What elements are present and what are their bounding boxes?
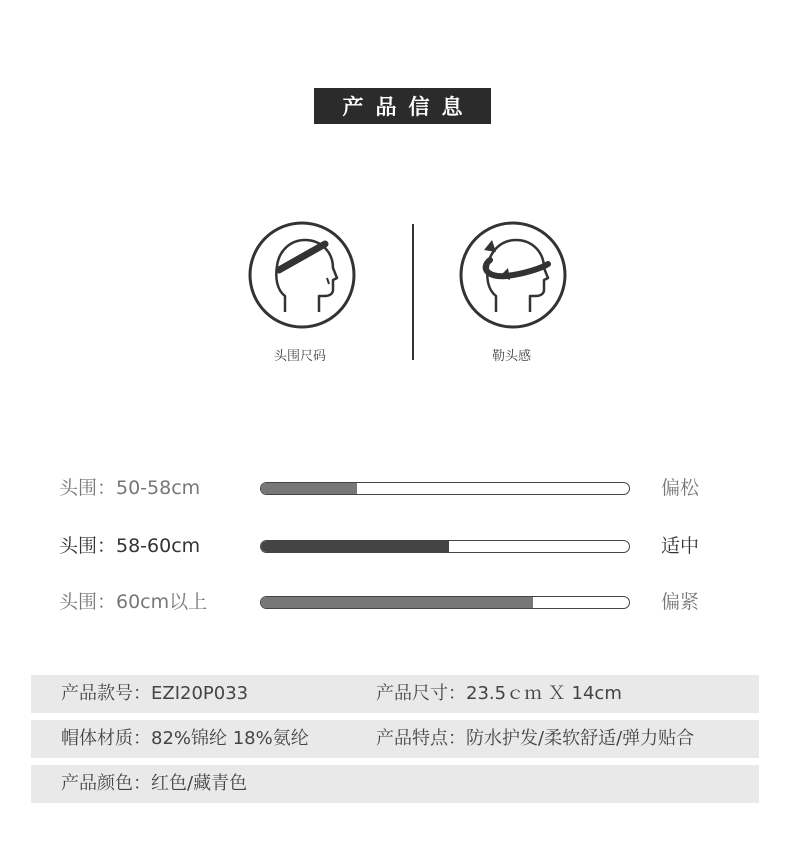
section-title: 产品信息 (314, 88, 491, 124)
fit-bar-fill (261, 541, 449, 552)
fit-bar (260, 596, 630, 609)
fit-bar (260, 540, 630, 553)
size-row-label: 头围：60cm以上 (59, 591, 208, 613)
size-row-2 (0, 531, 790, 561)
spec-features: 产品特点：防水护发/柔软舒适/弹力贴合 (376, 728, 695, 749)
spec-row-1 (31, 675, 759, 713)
spec-row-2 (31, 720, 759, 758)
tightness-label: 勒头感 (492, 349, 532, 364)
fit-label: 偏松 (661, 477, 700, 499)
size-row-3 (0, 587, 790, 617)
spec-model: 产品款号：EZI20P033 (61, 683, 249, 704)
size-row-label: 头围：58-60cm (59, 535, 201, 557)
spec-material: 帽体材质：82%锦纶 18%氨纶 (61, 728, 309, 749)
spec-row-3 (31, 765, 759, 803)
size-row-label: 头围：50-58cm (59, 477, 201, 499)
fit-bar-fill (261, 483, 357, 494)
fit-label: 偏紧 (661, 591, 700, 613)
size-row-1 (0, 473, 790, 503)
fit-label: 适中 (661, 535, 700, 557)
tightness-icon (458, 220, 568, 330)
spec-color: 产品颜色：红色/藏青色 (61, 773, 248, 794)
divider (412, 224, 414, 360)
fit-bar (260, 482, 630, 495)
head-size-label: 头围尺码 (274, 349, 327, 364)
head-size-icon (247, 220, 357, 330)
spec-size: 产品尺寸：23.5ｃｍ Ｘ 14cm (376, 683, 622, 704)
fit-bar-fill (261, 597, 533, 608)
